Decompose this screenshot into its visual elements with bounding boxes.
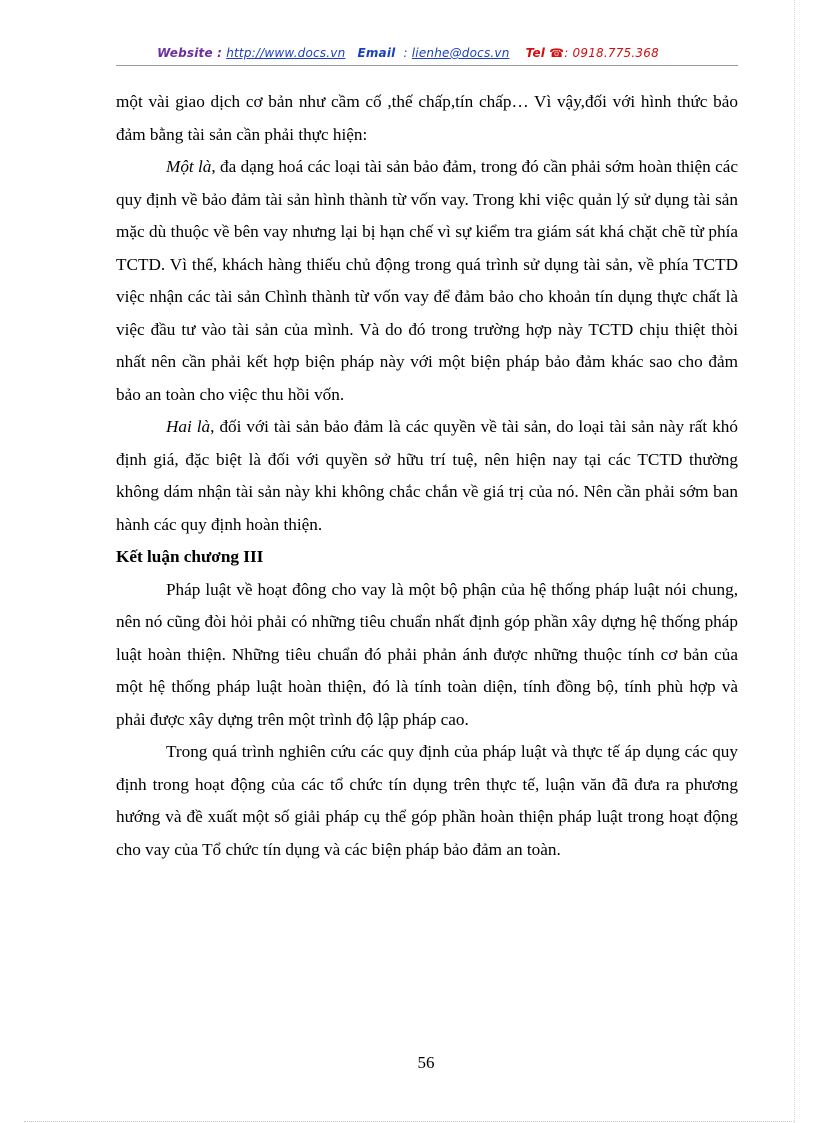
website-link[interactable]: http://www.docs.vn (226, 46, 346, 60)
paragraph-hai-la-text: , đối với tài sản bảo đảm là các quyền về tài sản, do loại tài sản này rất khó định giá, đặc biệt là đối với quyền sở hữu trí tuệ, nên hiện nay tại các TCTD thường không dám nhận tài sản này khi không chắc chắn về giá trị của nó. Nên cần phải sớm ban hành các quy định hoàn thiện. (116, 417, 738, 534)
email-link[interactable]: lienhe@docs.vn (411, 46, 510, 60)
paragraph-mot-la-text: , đa dạng hoá các loại tài sản bảo đảm, trong đó cần phải sớm hoàn thiện các quy định về bảo đảm tài sản hình thành từ vốn vay. Trong khi việc quản lý sử dụng tài sản mặc dù thuộc về bên vay nhưng lại bị hạn chế vì sự kiểm tra giám sát khá chặt chẽ từ phía TCTD. Vì thế, khách hàng thiếu chủ động trong quá trình sử dụng tài sản, về phía TCTD việc nhận các tài sản Chình thành từ vốn vay để đảm bảo cho khoản tín dụng thực chất là việc đầu tư vào tài sản của mình. Và do đó trong trường hợp này TCTD chịu thiệt thòi nhất nên cần phải kết hợp biện pháp này với một biện pháp bảo đảm khác sao cho đảm bảo an toàn cho việc thu hồi vốn. (116, 157, 738, 404)
page-bottom-border (24, 1121, 794, 1122)
lead-mot-la: Một là (166, 157, 212, 176)
phone-icon: ☎ (549, 46, 565, 60)
page-header (0, 46, 816, 60)
page-right-border (794, 0, 795, 1123)
header-divider (116, 65, 738, 66)
tel-label: Tel (525, 46, 546, 60)
lead-hai-la: Hai là (166, 417, 211, 436)
email-separator: : (403, 46, 408, 60)
section-heading: Kết luận chương III (116, 547, 264, 566)
tel-number: : 0918.775.368 (564, 46, 659, 60)
paragraph-conclusion-2: Trong quá trình nghiên cứu các quy định của pháp luật và thực tế áp dụng các quy định trong hoạt động của các tổ chức tín dụng trên thực tế, luận văn đã đưa ra phương hướng và đề xuất một số giải pháp cụ thể góp phần hoàn thiện pháp luật trong hoạt động cho vay của Tổ chức tín dụng và các biện pháp bảo đảm an toàn. (116, 742, 738, 859)
email-label: Email (357, 46, 396, 60)
paragraph-continuation: một vài giao dịch cơ bản như cầm cố ,thế chấp,tín chấp… Vì vậy,đối với hình thức bảo đảm bằng tài sản cần phải thực hiện: (116, 92, 738, 144)
paragraph-hai-la (116, 411, 738, 541)
document-body (116, 86, 738, 866)
website-label: Website : (157, 46, 223, 60)
paragraph-mot-la (116, 151, 738, 411)
paragraph-conclusion-1: Pháp luật về hoạt đông cho vay là một bộ phận của hệ thống pháp luật nói chung, nên nó cũng đòi hỏi phải có những tiêu chuẩn nhất định góp phần xây dựng hệ thống pháp luật hoàn thiện. Những tiêu chuẩn đó phải phản ánh được những thuộc tính cơ bản của một hệ thống pháp luật hoàn thiện, đó là tính toàn diện, tính đồng bộ, tính phù hợp và phải được xây dựng trên một trình độ lập pháp cao. (116, 579, 738, 729)
page-number: 56 (417, 1053, 435, 1072)
